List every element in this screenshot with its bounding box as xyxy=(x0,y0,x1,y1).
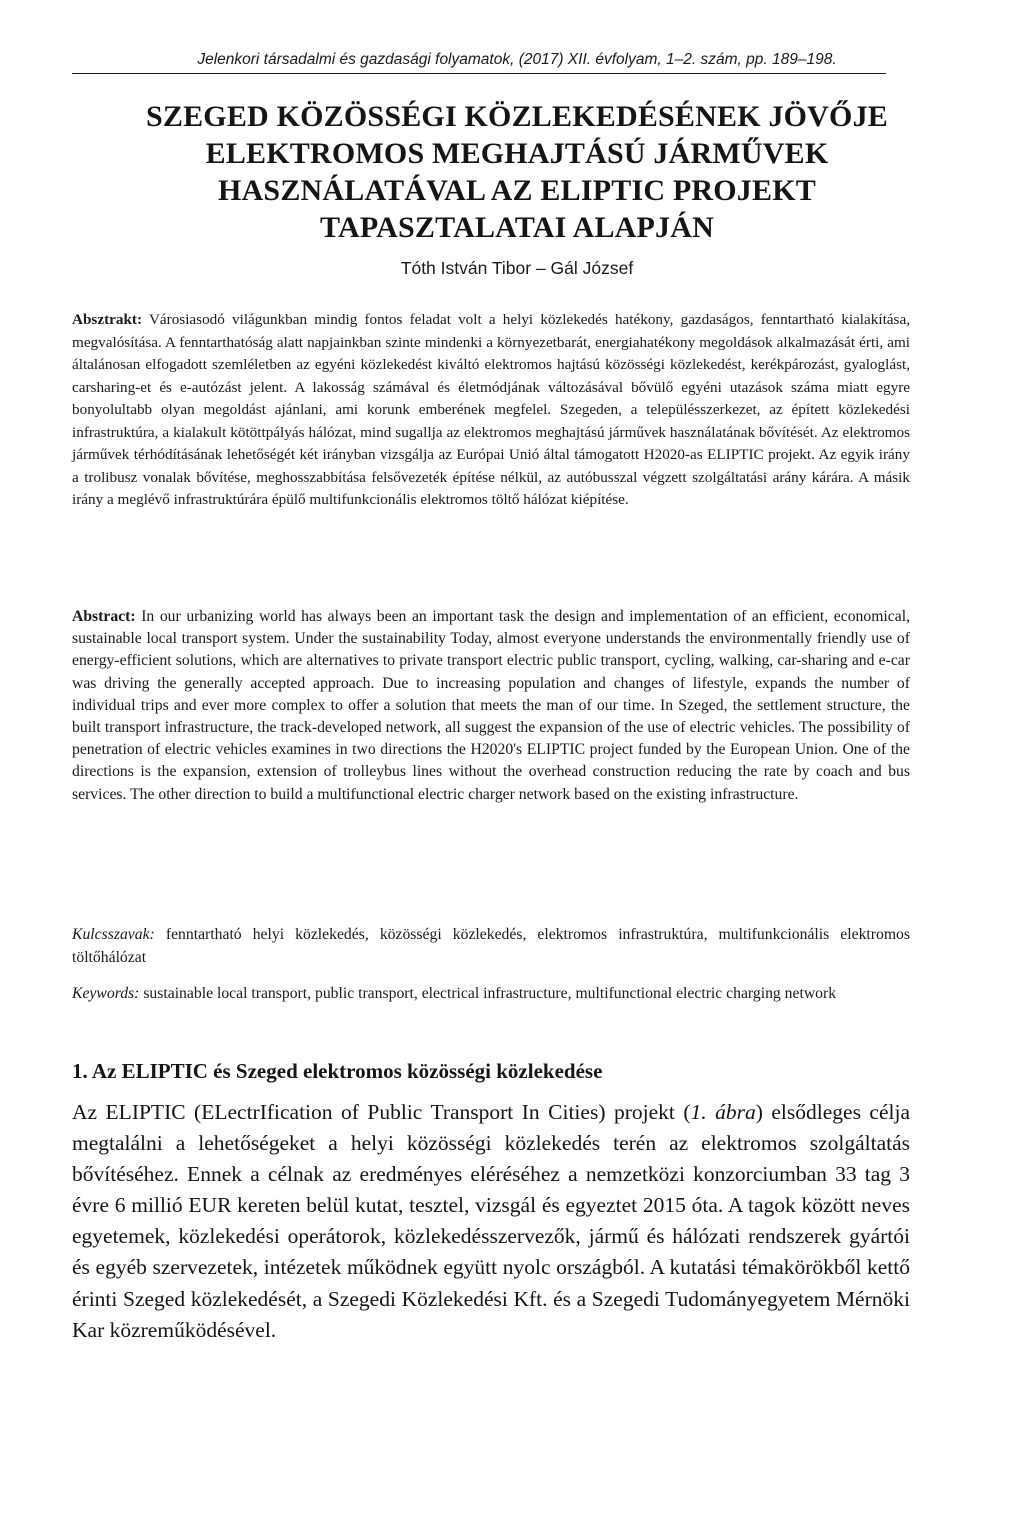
keywords-english xyxy=(72,983,910,1006)
keywords-english-text: sustainable local transport, public transport, electrical infrastructure, multifunctional electric charging network xyxy=(143,985,837,1002)
header-rule xyxy=(72,73,886,74)
abstract-hungarian-text: Városiasodó világunkban mindig fontos feladat volt a helyi közlekedés hatékony, gazdaságos, fenntartható kialakítása, megvalósítása. A fenntarthatóság alatt napjainkban szinte mindenki a környezetbarát, energiahatékony megoldások alkalmazását érti, ami általánosan elfogadott szemléletben az egyéni közlekedést kiváltó elektromos hajtású közösségi közlekedést, kerékpározást, gyaloglást, carsharing-et és e-autózást jelent. A lakosság számával és életmódjának változásával bővülő egyéni utazások száma miatt egyre bonyolultabb olyan megoldást ajánlani, ami korunk emberének megfelel. Szegeden, a településszerkezet, az épített közlekedési infrastruktúra, a kialakult kötöttpályás hálózat, mind sugallja az elektromos meghajtású járművek használatának bővítését. Az elektromos járművek térhódításának lehetőségét két irányban vizsgálja az Európai Unió által támogatott H2020-as ELIPTIC projekt. Az egyik irány a trolibusz vonalak bővítése, meghosszabbítása felsővezeték építése nélkül, az autóbusszal végzett szolgáltatási arány kárára. A másik irány a meglévő infrastruktúrára épülő multifunkcionális elektromos töltő hálózat kiépítése. xyxy=(72,311,910,508)
title-line: ELEKTROMOS MEGHAJTÁSÚ JÁRMŰVEK xyxy=(205,137,829,170)
keywords-hungarian-text: fenntartható helyi közlekedés, közösségi közlekedés, elektromos infrastruktúra, multifunkcionális elektromos töltőhálózat xyxy=(72,926,911,966)
section-paragraph xyxy=(72,1097,910,1346)
authors: Tóth István Tibor – Gál József xyxy=(400,258,634,278)
paragraph-text-start: Az ELIPTIC (ELectrIfication of Public Transport In Cities) projekt ( xyxy=(72,1100,691,1124)
running-head: Jelenkori társadalmi és gazdasági folyamatok, (2017) XII. évfolyam, 1–2. szám, pp. 189–198. xyxy=(197,51,837,68)
abstract-hungarian xyxy=(72,309,910,512)
title-line: HASZNÁLATÁVAL AZ ELIPTIC PROJEKT xyxy=(218,174,816,207)
keywords-hungarian-label: Kulcsszavak: xyxy=(72,926,155,943)
article-title xyxy=(72,98,962,246)
keywords-hungarian xyxy=(72,924,910,969)
keywords-english-label: Keywords: xyxy=(72,985,140,1002)
abstract-hungarian-label: Absztrakt: xyxy=(72,311,143,328)
abstract-english xyxy=(72,606,910,806)
abstract-english-label: Abstract: xyxy=(72,608,136,625)
section-heading: 1. Az ELIPTIC és Szeged elektromos közösségi közlekedése xyxy=(72,1059,603,1083)
title-line: SZEGED KÖZÖSSÉGI KÖZLEKEDÉSÉNEK JÖVŐJE xyxy=(146,100,888,133)
paragraph-text-rest: ) elsődleges célja megtalálni a lehetőségeket a helyi közösségi közlekedés terén az elektromos szolgáltatás bővítéséhez. Ennek a célnak az eredményes eléréséhez a nemzetközi konzorciumban 33 tag 3 évre 6 millió EUR kereten belül kutat, tesztel, vizsgál és egyeztet 2015 óta. A tagok között neves egyetemek, közlekedési operátorok, közlekedésszervezők, jármű és hálózati rendszerek gyártói és egyéb szervezetek, intézetek működnek együtt nyolc országból. A kutatási témakörökből kettő érinti Szeged közlekedését, a Szegedi Közlekedési Kft. és a Szegedi Tudományegyetem Mérnöki Kar közreműködésével. xyxy=(72,1100,910,1342)
abstract-english-text: In our urbanizing world has always been an important task the design and implementation of an efficient, economical, sustainable local transport system. Under the sustainability Today, almost everyone understands the environmentally friendly use of energy-efficient solutions, which are alternatives to private transport electric public transport, cycling, walking, car-sharing and e-car was driving the generally accepted approach. Due to increasing population and changes of lifestyle, expands the number of individual trips and ever more complex to offer a solution that meets the man of our time. In Szeged, the settlement structure, the built transport infrastructure, the track-developed network, all suggest the expansion of the use of electric vehicles. The possibility of penetration of electric vehicles examines in two directions the H2020's ELIPTIC project funded by the European Union. One of the directions is the expansion, extension of trolleybus lines without the overhead construction reducing the rate by coach and bus services. The other direction to build a multifunctional electric charger network based on the existing infrastructure. xyxy=(72,608,910,803)
title-line: TAPASZTALATAI ALAPJÁN xyxy=(320,211,714,244)
figure-reference: 1. ábra xyxy=(690,1100,756,1124)
